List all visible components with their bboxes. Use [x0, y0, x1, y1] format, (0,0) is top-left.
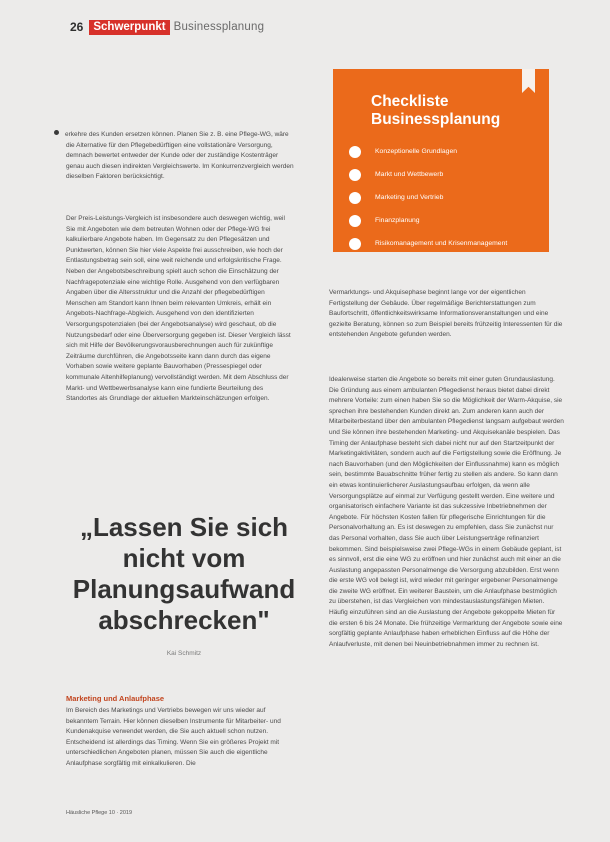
- checklist-title: [371, 93, 500, 129]
- circle-bullet-icon: [349, 238, 361, 250]
- checklist-item: [349, 232, 507, 255]
- circle-bullet-icon: [349, 192, 361, 204]
- checklist-title-line2: Businessplanung: [371, 111, 501, 128]
- bookmark-ribbon-icon: [522, 69, 535, 93]
- section-tag: Schwerpunkt: [89, 20, 169, 35]
- right-text-1: Vermarktungs- und Akquisephase beginnt lange vor der eigentlichen Fertigstellung der Gebäude. Über regelmäßige Berichterstattungen zum Baufortschritt, öffentlichkeitswirksame Informationsveranstaltungen und eine gezielte Beratung, können so zum Beispiel bereits frühzeitig Interessenten für die entstehenden Angebote gefunden werden.: [329, 289, 563, 339]
- pull-quote: „Lassen Sie sich nicht vom Planungsaufwand abschrecken": [72, 512, 296, 635]
- circle-bullet-icon: [349, 215, 361, 227]
- section-title: Businessplanung: [173, 21, 265, 33]
- intro-text: erkehre des Kunden ersetzen können. Planen Sie z. B. eine Pflege-WG, wäre die Alternative für den Pflegebedürftigen eine vollstationäre Versorgung, demnach bewertet entweder der Kunde oder der zuständige Kostenträger genau auch diesen indirekten Vergleichswerte. Im Konkurrenzvergleich werden dieselben Faktoren berücksichtigt.: [65, 131, 294, 181]
- circle-bullet-icon: [349, 146, 361, 158]
- continuation-bullet-icon: [54, 130, 59, 135]
- right-paragraph-2: [329, 375, 564, 650]
- checklist-item-label: Finanzplanung: [375, 217, 420, 224]
- marketing-heading: Marketing und Anlaufphase: [66, 694, 165, 703]
- checklist-box: [333, 69, 549, 252]
- checklist-item: [349, 186, 507, 209]
- checklist-item-label: Marketing und Vertrieb: [375, 194, 444, 201]
- checklist-item-label: Konzeptionelle Grundlagen: [375, 148, 458, 155]
- body-paragraph: [66, 214, 296, 405]
- marketing-text: Im Bereich des Marketings und Vertriebs bewegen wir uns wieder auf bekanntem Terrain. Hier können dieselben Instrumente für Mitarbeiter- und Kundenakquise verwendet werden, die Sie auch aktuell schon nutzen. Entscheidend ist allerdings das Timing. Wenn Sie ein größeres Projekt mit unterschiedlichen Angeboten planen, müssen Sie auch die eigentliche Anlaufphase sorgfältig mit einkalkulieren. Die: [66, 707, 281, 767]
- right-text-2: Idealerweise starten die Angebote so bereits mit einer guten Grundauslastung. Die Gründung aus einem ambulanten Pflegedienst heraus bietet dabei direkt mehrere Vorteile: zum einen haben Sie so die Möglichkeit der Warm-Akquise, sie sprechen ihre bestehenden Kunden direkt an. Zum anderen kann auch der Mitarbeiterbestand über den ambulanten Pflegedienst langsam aufgebaut werden und Sie können ihre bestehenden Marketing- und Akquisekanäle bespielen. Das Timing der Anlaufphase besteht sich dabei nicht nur auf den Startzeitpunkt der Marketingaktivitäten, sondern auch auf die Fertigstellung sowie die Eröffnung. Je nach Bauvorhaben (und den Möglichkeiten der Einflussnahme) kann es möglich sein, bestimmte Bauabschnitte früher fertig zu stellen als andere. So kann dann ein etwas kontinuierlicherer Auslastungsaufbau erfolgen, da wenn alle Versorgungsplätze auf einmal zur Verfügung gestellt werden. Eine weitere und organisatorisch einfachere Variante ist das sukzessive Inbetriebnehmen der Angebote. Für höchsten Kosten fallen für pflegerische Einrichtungen für die Personalvorhaltung an. Es ist deswegen zu empfehlen, dass Sie zunächst nur das Personal vorhalten, dass Sie auch über Leistungserträge refinanziert bekommen. Sind beispielsweise zwei Pflege-WGs in einem Gebäude geplant, ist es sinnvoll, erst die eine WG zu eröffnen und hier zunächst auch mit einer an die Auslastung angepassten Personalmenge die Versorgung abzubilden. Erst wenn die erste WG voll belegt ist, wird wieder mit geringer ergebener Personalmenge die zweite WG eröffnet. Ein weiterer Baustein, um die Anlaufphase bestmöglich zu überstehen, ist das Vergleichen von mindestauslastungsfähigen Mieten. Häufig einzuführen sind an die Auslastung der Angebote gekoppelte Mieten für die ersten 6 bis 24 Monate. Die frühzeitige Vermarktung der Angebote sowie eine sorgfältig geplante Anlaufphase haben erheblichen Einfluss auf die Höhe der Anlaufverluste, mit denen bei Neuinbetriebnahmen immer zu rechnen ist.: [329, 376, 564, 648]
- checklist-title-line1: Checkliste: [371, 93, 449, 110]
- circle-bullet-icon: [349, 169, 361, 181]
- page-number: 26: [70, 20, 84, 34]
- checklist-item: [349, 140, 507, 163]
- right-paragraph-1: [329, 288, 564, 341]
- checklist-item: [349, 163, 507, 186]
- body-text: Der Preis-Leistungs-Vergleich ist insbesondere auch deswegen wichtig, weil Sie mit Angeboten wie dem betreuten Wohnen oder der Pflege-WG frei kalkulierbare Angebote haben. Im Gegensatz zu den Pflegesätzen und Punktwerten, können Sie hier viele Aspekte frei ausschreiben, wie hoch der Entlastungsbetrag sein soll, eine weit reichende und erfolgskritische Frage. Neben der Angebotsbeschreibung spielt auch schon die Einschätzung der Nachfragepotenziale eine wichtige Rolle. Ausgehend von den verfügbaren Angaben über die Altersstruktur und die Anzahl der pflegebedürftigen Menschen am Standort kann Ihnen beim relevanten Umkreis, erhält ein Angebots-Nachfrage-Abgleich. Ausgehend von den identifizierten Versorgungspotenzialen (bei der Angebotsanalyse) wird geschaut, ob die Nutzungsbedarf oder eine Überversorgung gegeben ist. Dieser Vergleich lässt sich mit Hilfe der Bevölkerungsvorausberechnungen auch für zukünftige Zeiträume durchführen, die Angebotsseite kann dann durch das eigene Vorhaben sowie weitere geplante Bauvorhaben (Pressespiegel oder kommunale Altenhilfeplanung) vervollständigt werden. Mit dem Abschluss der Markt- und Wettbewerbsanalyse kann eine fundierte Beurteilung des Standortes als Grundlage der aktuellen Markteinschätzungen erfolgen.: [66, 215, 291, 403]
- page-footer: Häusliche Pflege 10 · 2019: [66, 810, 133, 816]
- quote-author: Kai Schmitz: [166, 650, 202, 657]
- checklist-item: [349, 209, 507, 232]
- checklist-item-label: Risikomanagement und Krisenmanagement: [375, 240, 508, 247]
- checklist-item-label: Markt und Wettbewerb: [375, 171, 444, 178]
- checklist-items: [349, 140, 507, 255]
- page-header: [70, 19, 264, 35]
- intro-paragraph: [66, 130, 296, 183]
- marketing-paragraph: [66, 706, 298, 770]
